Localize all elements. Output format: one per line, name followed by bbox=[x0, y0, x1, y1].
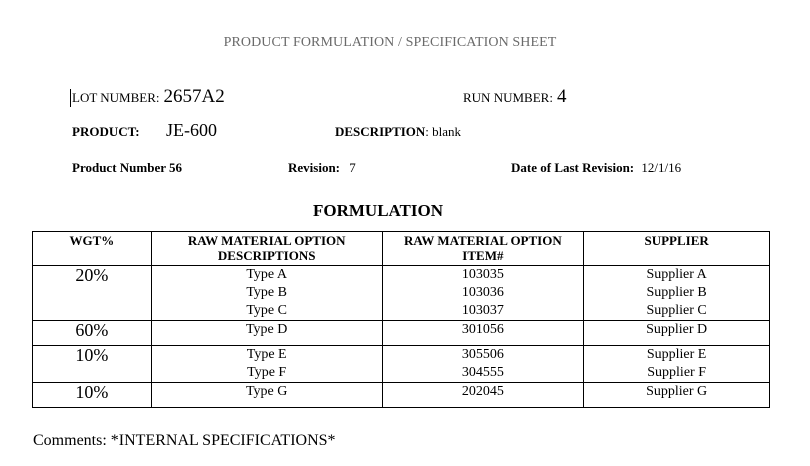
description-cell bbox=[151, 321, 382, 346]
item-line: 103036 bbox=[461, 285, 504, 300]
formulation-body bbox=[33, 266, 770, 408]
description-cell bbox=[151, 266, 382, 321]
wgt-value: 10% bbox=[75, 382, 109, 402]
description-line: Type B bbox=[246, 285, 287, 300]
item-line: 305506 bbox=[461, 347, 504, 362]
supplier-line: Supplier B bbox=[646, 285, 707, 300]
item-cell bbox=[382, 346, 584, 383]
description-cell bbox=[151, 383, 382, 408]
description-line: Type F bbox=[247, 365, 287, 380]
run-number-value: 4 bbox=[556, 86, 567, 107]
wgt-cell bbox=[33, 383, 152, 408]
table-row bbox=[33, 266, 770, 321]
column-header-descriptions bbox=[151, 232, 382, 266]
formulation-heading: FORMULATION bbox=[312, 201, 443, 220]
table-row bbox=[33, 321, 770, 346]
table-row bbox=[33, 346, 770, 383]
lot-number-value: 2657A2 bbox=[163, 86, 225, 107]
revision-value: 7 bbox=[349, 160, 356, 175]
item-line: 301056 bbox=[461, 322, 504, 337]
comments: Comments: *INTERNAL SPECIFICATIONS* bbox=[33, 432, 336, 449]
header-line: RAW MATERIAL OPTION bbox=[404, 233, 562, 248]
description-field bbox=[335, 124, 461, 140]
item-line: 103035 bbox=[461, 267, 504, 282]
lot-number-label: LOT NUMBER: bbox=[72, 90, 160, 105]
table-row bbox=[33, 383, 770, 408]
description-value: : blank bbox=[425, 124, 462, 139]
column-header-item bbox=[382, 232, 584, 266]
wgt-cell bbox=[33, 321, 152, 346]
description-cell bbox=[151, 346, 382, 383]
header-line: SUPPLIER bbox=[644, 233, 709, 248]
supplier-cell bbox=[584, 383, 770, 408]
supplier-line: Supplier D bbox=[646, 322, 708, 337]
column-header-wgt bbox=[33, 232, 152, 266]
item-line: 103037 bbox=[461, 303, 504, 318]
description-label: DESCRIPTION bbox=[335, 124, 426, 139]
revision-field bbox=[288, 160, 356, 176]
header-line: WGT% bbox=[69, 233, 115, 248]
item-cell bbox=[382, 383, 584, 408]
last-revision-field bbox=[511, 160, 681, 176]
supplier-line: Supplier F bbox=[647, 365, 706, 380]
supplier-line: Supplier C bbox=[646, 303, 707, 318]
description-line: Type D bbox=[245, 322, 288, 337]
last-revision-label: Date of Last Revision: bbox=[511, 160, 635, 175]
revision-label: Revision: bbox=[288, 160, 340, 175]
header-line: ITEM# bbox=[462, 248, 504, 263]
supplier-line: Supplier E bbox=[646, 347, 707, 362]
column-header-supplier bbox=[584, 232, 770, 266]
supplier-cell bbox=[584, 321, 770, 346]
wgt-cell bbox=[33, 266, 152, 321]
product-number: Product Number 56 bbox=[72, 160, 183, 175]
description-line: Type C bbox=[246, 303, 287, 318]
table-header-row bbox=[33, 232, 770, 266]
run-number-field bbox=[463, 86, 566, 108]
wgt-value: 20% bbox=[75, 265, 109, 285]
description-line: Type E bbox=[246, 347, 287, 362]
product-value: JE-600 bbox=[166, 120, 217, 140]
header-line: RAW MATERIAL OPTION bbox=[187, 233, 346, 248]
header-line: DESCRIPTIONS bbox=[217, 248, 316, 263]
item-cell bbox=[382, 266, 584, 321]
wgt-value: 60% bbox=[75, 320, 109, 340]
last-revision-value: 12/1/16 bbox=[641, 160, 682, 175]
text-cursor bbox=[70, 89, 71, 107]
wgt-value: 10% bbox=[75, 345, 109, 365]
product-label: PRODUCT: bbox=[72, 124, 140, 139]
item-line: 202045 bbox=[461, 384, 504, 399]
sheet-title: PRODUCT FORMULATION / SPECIFICATION SHEET bbox=[223, 35, 557, 50]
wgt-cell bbox=[33, 346, 152, 383]
description-line: Type A bbox=[246, 267, 287, 282]
item-cell bbox=[382, 321, 584, 346]
supplier-cell bbox=[584, 346, 770, 383]
description-line: Type G bbox=[245, 384, 288, 399]
supplier-line: Supplier G bbox=[646, 384, 708, 399]
run-number-label: RUN NUMBER: bbox=[463, 90, 553, 105]
supplier-cell bbox=[584, 266, 770, 321]
formulation-table bbox=[32, 231, 770, 408]
item-line: 304555 bbox=[461, 365, 504, 380]
lot-number-field bbox=[72, 86, 225, 108]
supplier-line: Supplier A bbox=[646, 267, 707, 282]
